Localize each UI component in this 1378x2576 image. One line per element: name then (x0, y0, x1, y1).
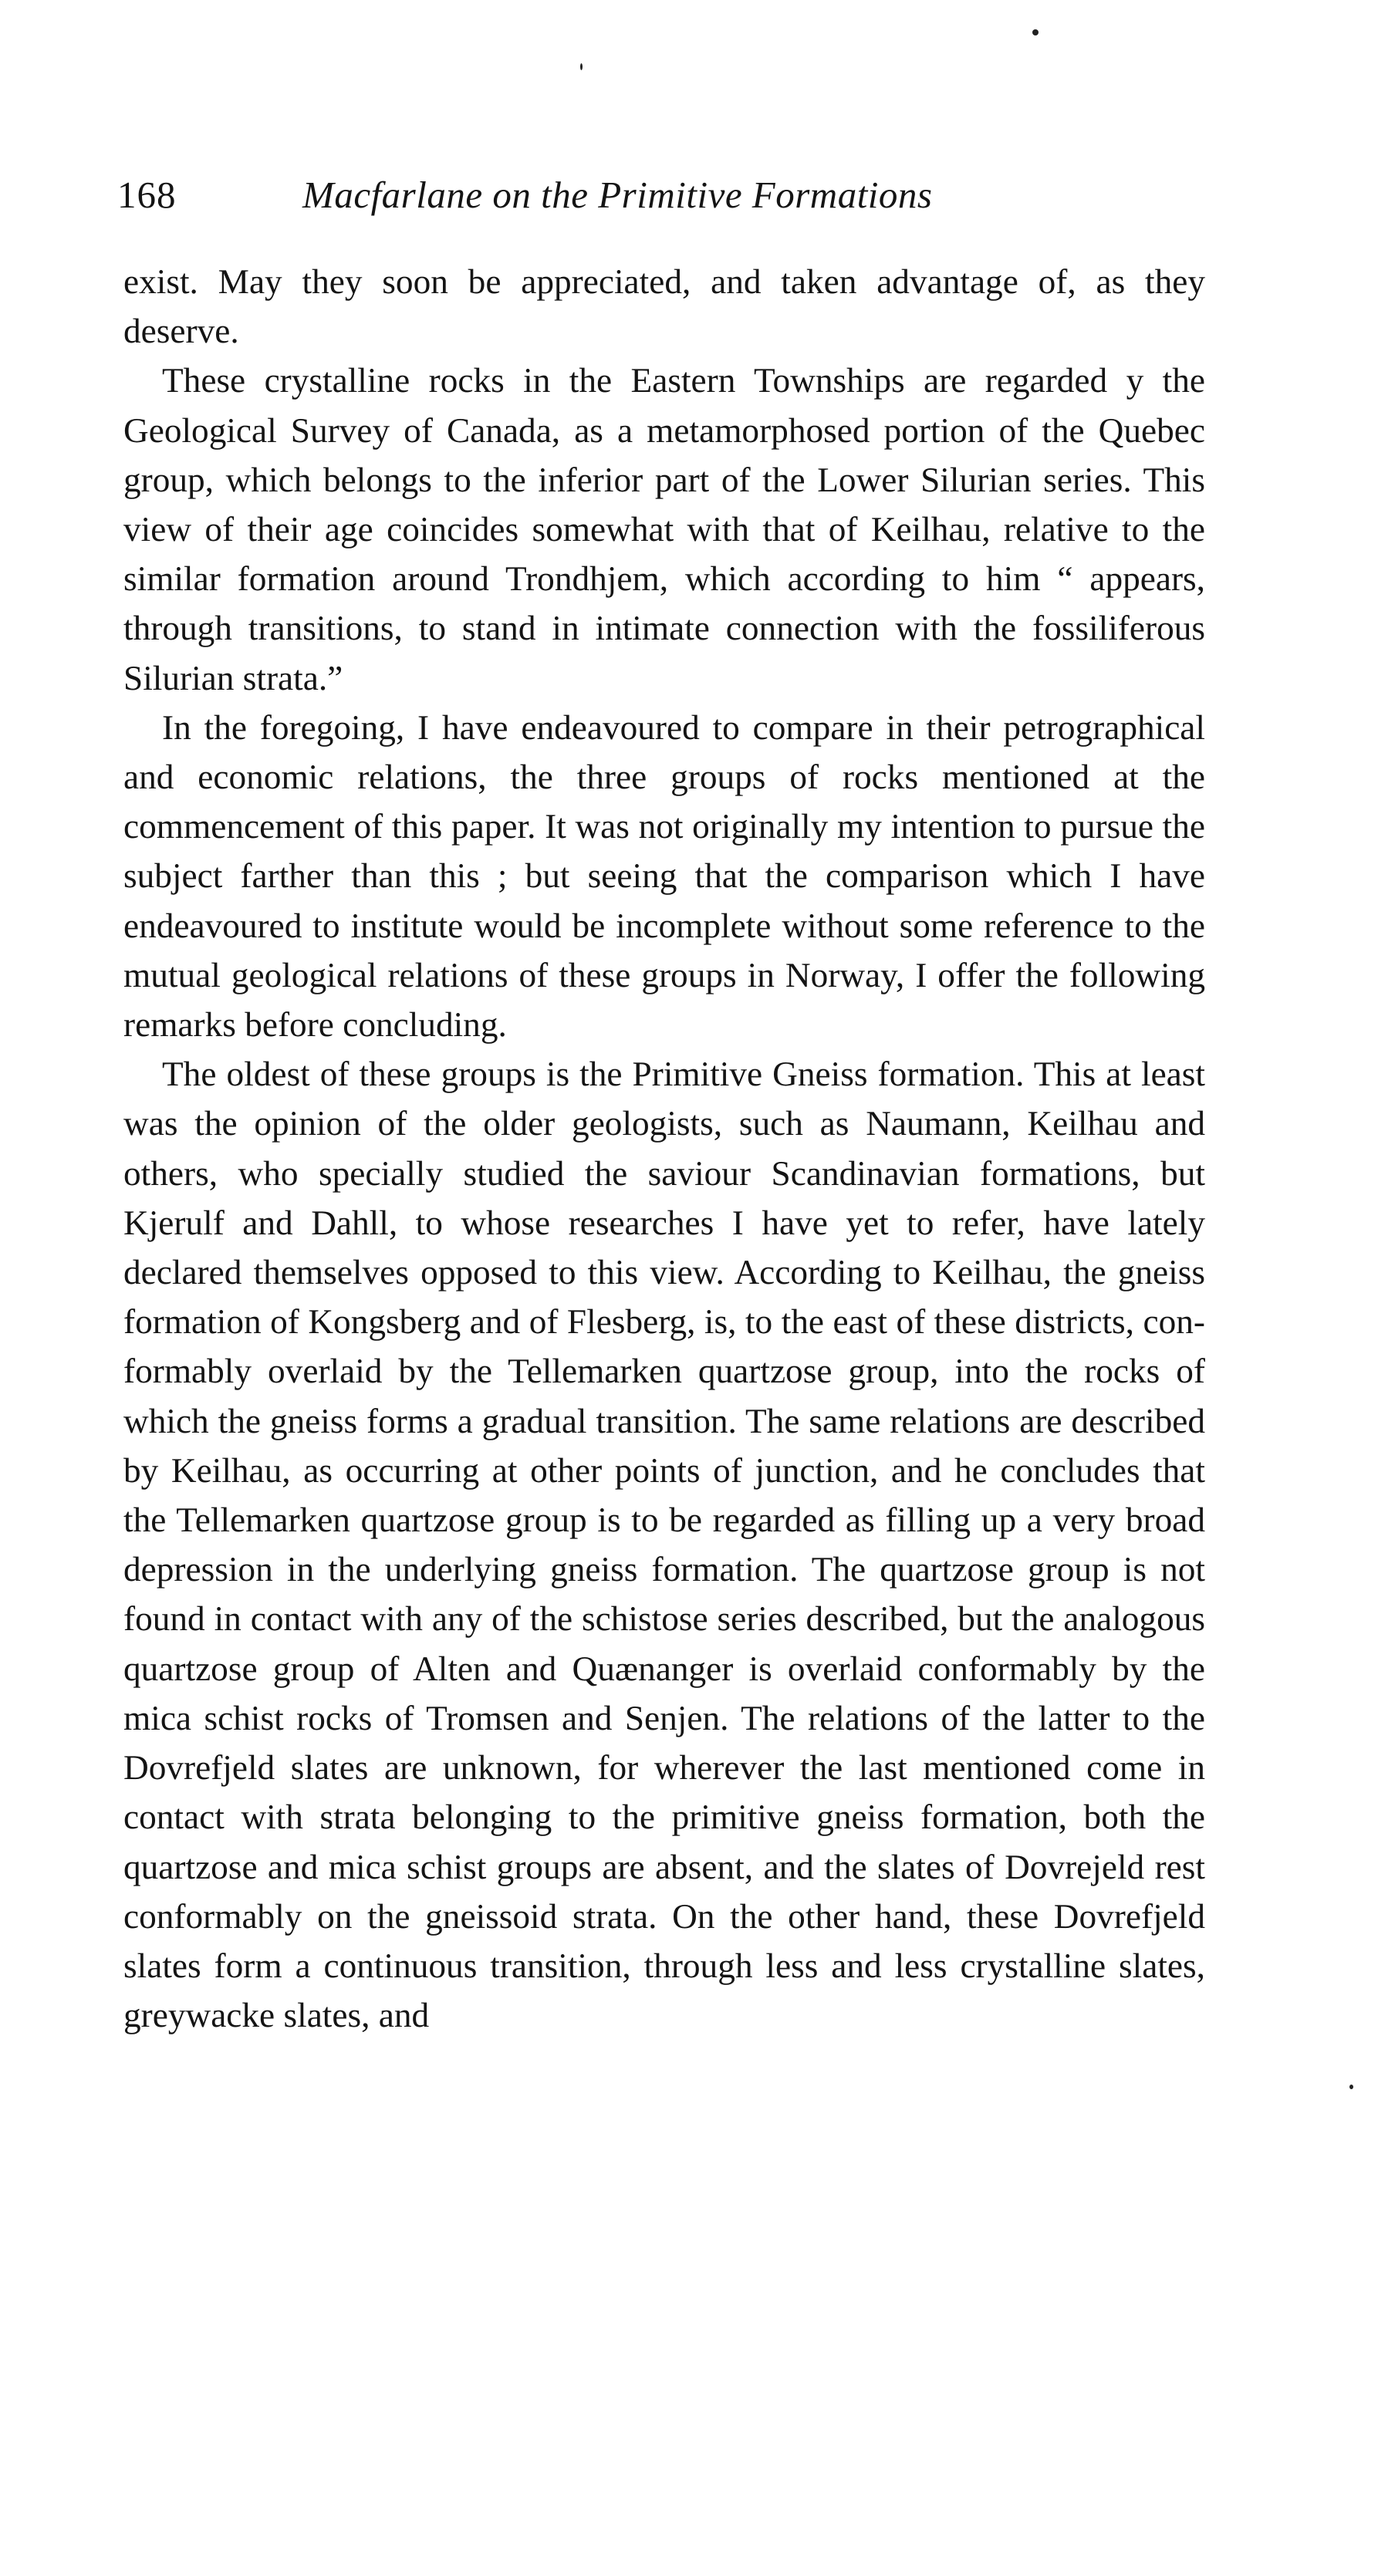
page-header (117, 168, 1213, 222)
print-speck (1032, 29, 1039, 35)
paragraph-oldest-groups: The oldest of these groups is the Primitive Gneiss formation. This at least was the opinion of the older geologists, such as Naumann, Keilhau and others, who specially studied the saviour Scandinavian formations, but Kjerulf and Dahll, to whose researches I have yet to refer, have lately declared themselves opposed to this view. According to Keilhau, the gneiss formation of Kongsberg and of Flesberg, is, to the east of these districts, conformably overlaid by the Tellemarken quartzose group, into the rocks of which the gneiss forms a gradual transition. The same relations are described by Keilhau, as occurring at other points of junction, and he concludes that the Tellemarken quartzose group is to be regarded as filling up a very broad depression in the underlying gneiss formation. The quartzose group is not found in contact with any of the schistose series described, but the analogous quartzose group of Alten and Quænanger is overlaid conformably by the mica schist rocks of Tromsen and Senjen. The relations of the latter to the Dovrefjeld slates are unknown, for wherever the last mentioned come in contact with strata belonging to the primitive gneiss formation, both the quartzose and mica schist groups are absent, and the slates of Dovrejeld rest conformably on the gneissoid strata. On the other hand, these Dovrefjeld slates form a continuous transition, through less and less crystalline slates, greywacke slates, and (123, 1055, 1205, 2035)
page-number: 168 (117, 174, 177, 216)
print-speck (1349, 2085, 1353, 2089)
paragraph-foregoing: In the foregoing, I have endeavoured to compare in their petrographical and economic relations, the three groups of rocks mentioned at the commencement of this paper. It was not originally my intention to pursue the subject farther than this ; but seeing that the comparison which I have endeavoured to institute would be incomplete without some reference to the mutual geological relations of these groups in Norway, I offer the following remarks before concluding. (123, 707, 1205, 1045)
paragraph-continuation: exist. May they soon be appreciated, and taken advantage of, as they deserve. (123, 262, 1205, 351)
print-speck (580, 63, 583, 70)
body-text (123, 257, 1205, 2040)
paragraph-crystalline-rocks: These crystalline rocks in the Eastern Townships are regarded y the Geological Survey of Canada, as a metamorphosed portion of the Quebec group, which belongs to the inferior part of the Lower Silurian series. This view of their age coincides somewhat with that of Keilhau, relative to the similar formation around Trondhjem, which according to him “ appears, through transitions, to stand in intimate connection with the fossiliferous Silurian strata.” (123, 361, 1205, 697)
running-title: Macfarlane on the Primitive Formations (302, 174, 933, 216)
